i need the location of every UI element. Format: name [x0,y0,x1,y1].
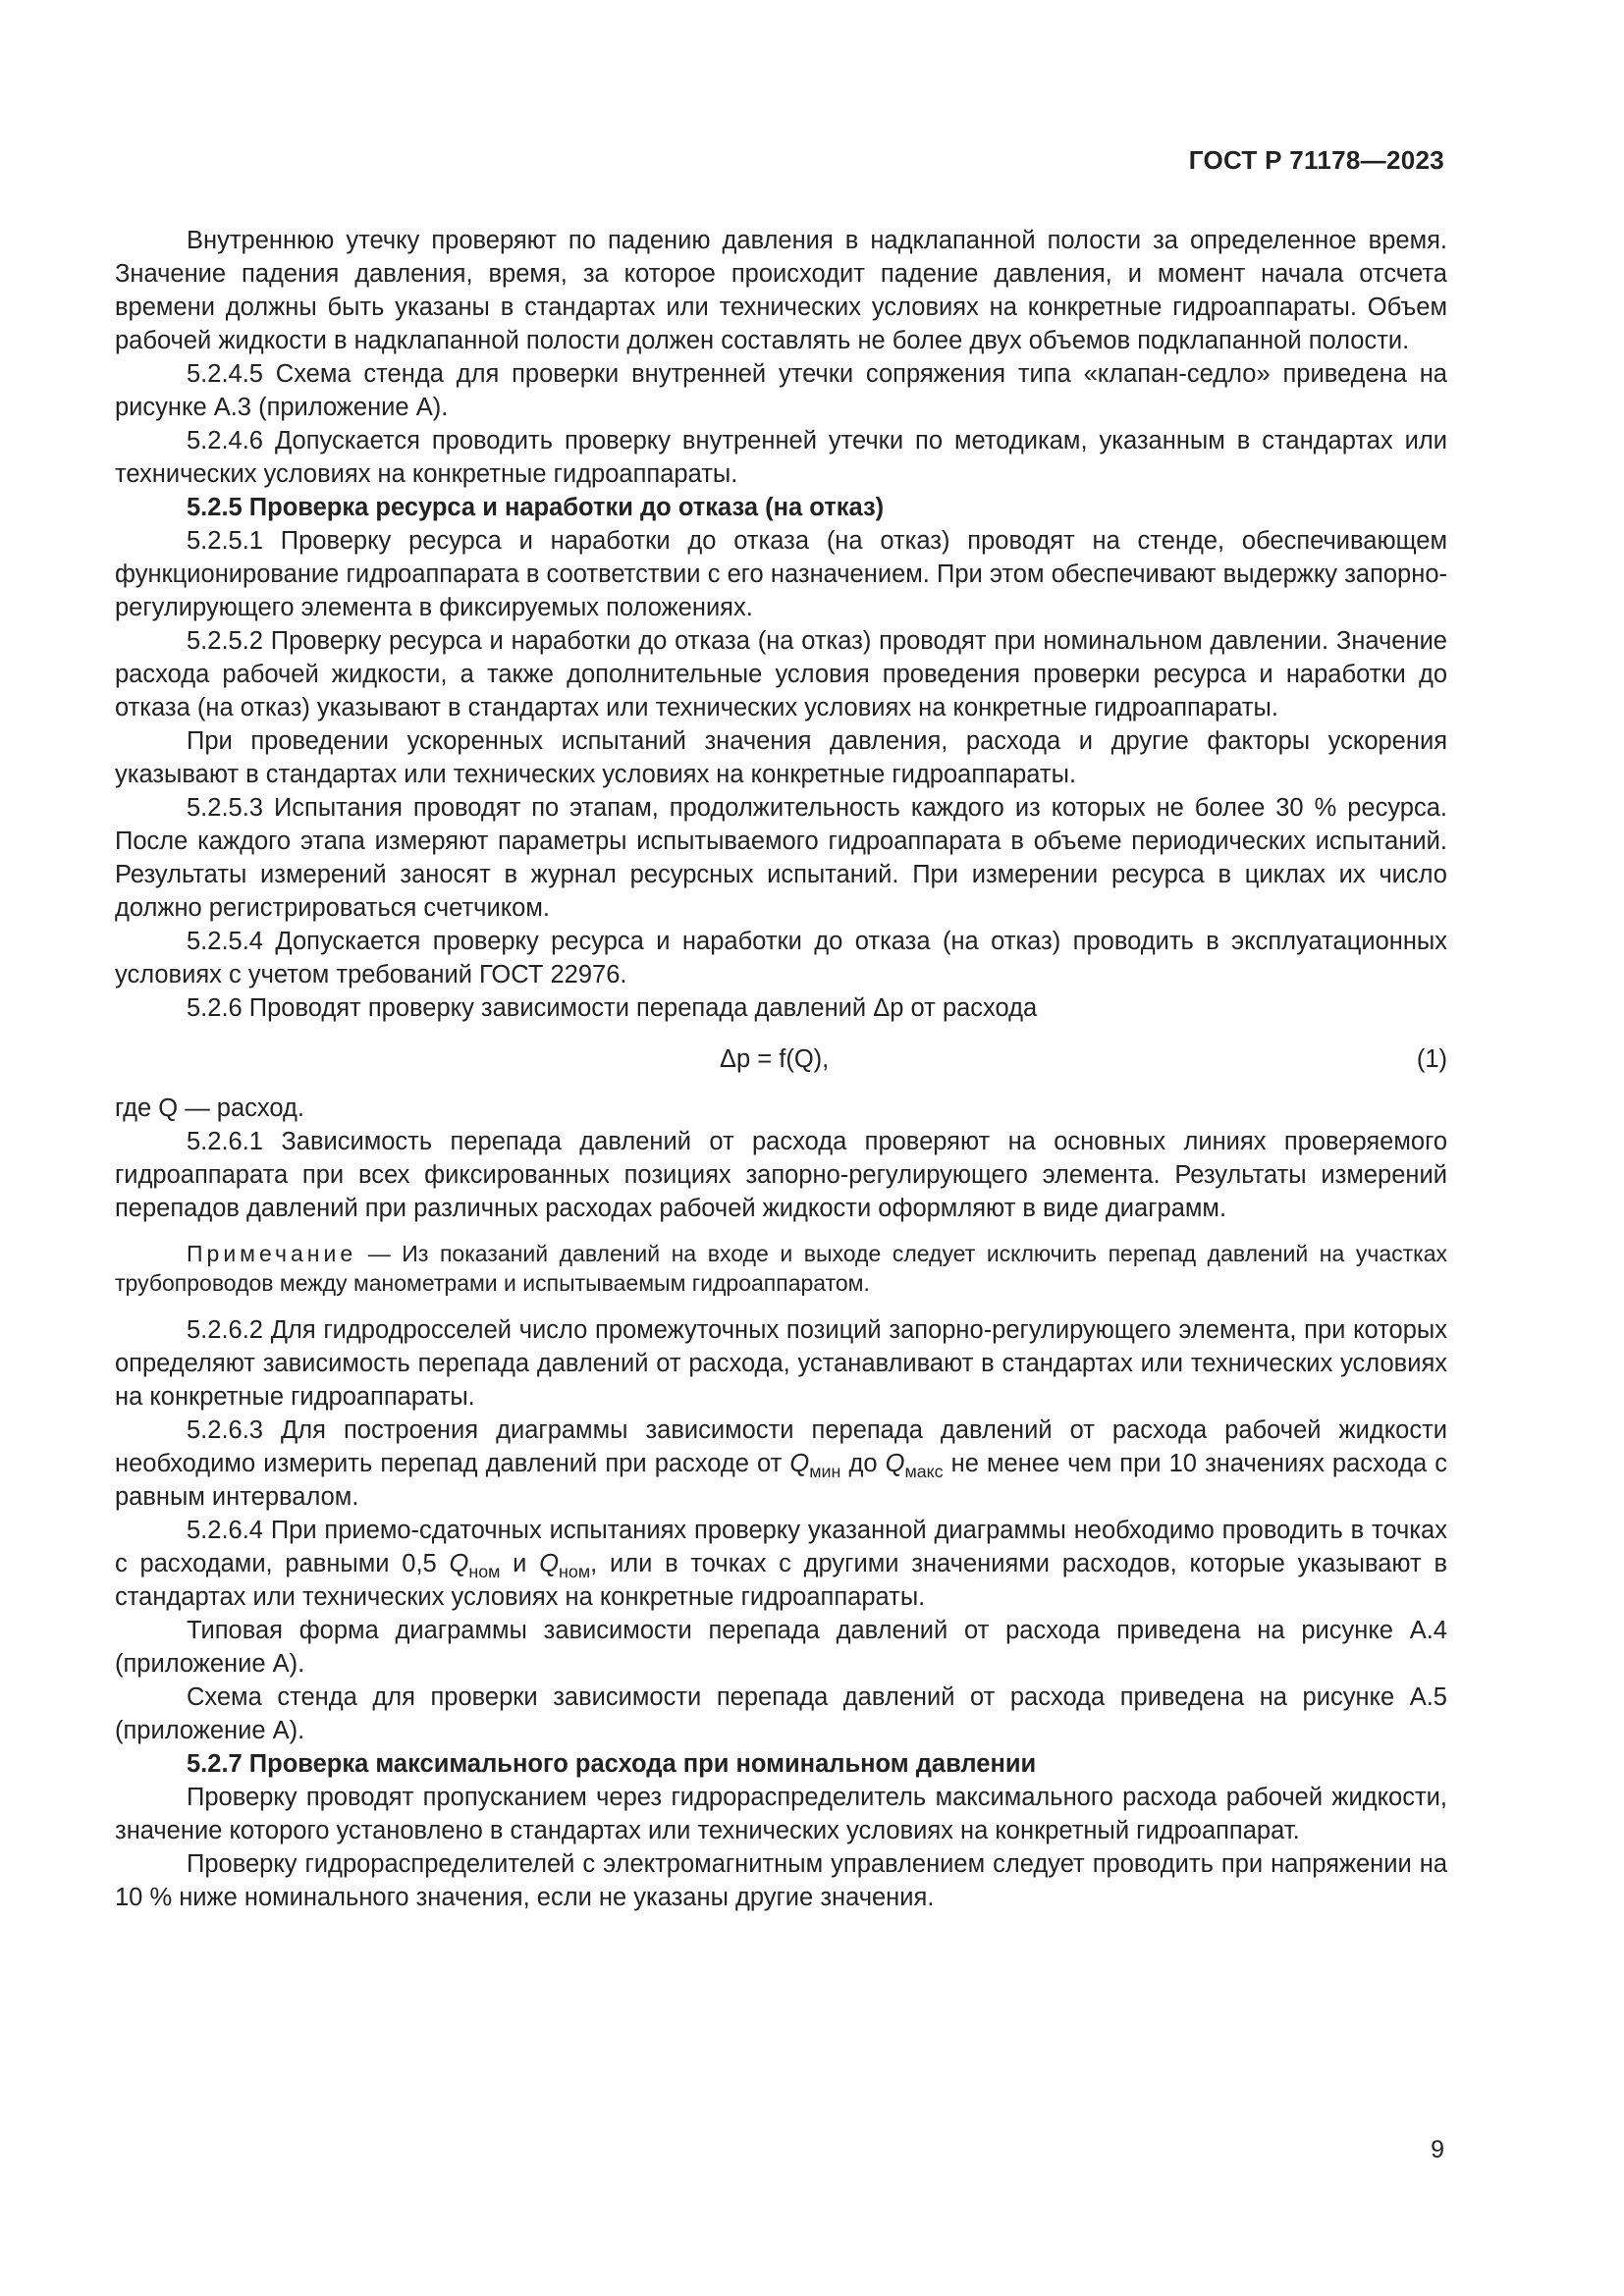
paragraph-5-2-5-2: 5.2.5.2 Проверку ресурса и наработки до отказа (на отказ) проводят при номинальном давлении. Значение расхода рабочей жидкости, а также дополнительные условия проведения проверки ресурса и наработки до отказа (на отказ) указывают в стандартах или технических условиях на конкретные гидроаппараты. [115,627,1447,721]
paragraph-5-2-6-1: 5.2.6.1 Зависимость перепада давлений от расхода проверяют на основных линиях проверяемого гидроаппарата при всех фиксированных позициях запорно-регулирующего элемента. Результаты измерений перепадов давлений при различных расходах рабочей жидкости оформляют в виде диаграмм. [115,1128,1447,1222]
document-body [115,224,1447,1914]
paragraph-5-2-5-4: 5.2.5.4 Допускается проверку ресурса и наработки до отказа (на отказ) проводить в эксплуатационных условиях с учетом требований ГОСТ 22976. [115,928,1447,988]
formula-expression: Δp = f(Q), [720,1045,830,1073]
paragraph-5-2-5-1: 5.2.5.1 Проверку ресурса и наработки до отказа (на отказ) проводят на стенде, обеспечивающем функционирование гидроаппарата в соответствии с его назначением. При этом обеспечивают выдержку запорно-регулирующего элемента в фиксируемых положениях. [115,527,1447,621]
paragraph-internal-leak: Внутреннюю утечку проверяют по падению давления в надклапанной полости за определенное время. Значение падения давления, время, за которое происходит падение давления, и момент начала отсчета времени должны быть указаны в стандартах или технических условиях на конкретные гидроаппараты. Объем рабочей жидкости в надклапанной полости должен составлять не более двух объемов подклапанной полости. [115,227,1447,354]
formula-1 [115,1029,1447,1090]
paragraph-figure-a4: Типовая форма диаграммы зависимости перепада давлений от расхода приведена на рисунке А.4 (приложение А). [115,1617,1447,1678]
page-number: 9 [1431,2136,1444,2163]
paragraph-accelerated-tests: При проведении ускоренных испытаний значения давления, расхода и другие факторы ускорения указывают в стандартах или технических условиях на конкретные гидроаппараты. [115,727,1447,788]
paragraph-5-2-4-6: 5.2.4.6 Допускается проводить проверку внутренней утечки по методикам, указанным в стандартах или технических условиях на конкретные гидроаппараты. [115,427,1447,488]
paragraph-5-2-6: 5.2.6 Проводят проверку зависимости перепада давлений Δp от расхода [187,994,1038,1022]
paragraph-max-flow-check: Проверку проводят пропусканием через гидрораспределитель максимального расхода рабочей жидкости, значение которого установлено в стандартах или технических условиях на конкретный гидроаппарат. [115,1784,1447,1844]
paragraph-5-2-4-5: 5.2.4.5 Схема стенда для проверки внутренней утечки сопряжения типа «клапан-седло» приведена на рисунке А.3 (приложение А). [115,360,1447,421]
note-label: Примечание [187,1241,357,1266]
section-heading-5-2-7: 5.2.7 Проверка максимального расхода при номинальном давлении [187,1750,1037,1778]
paragraph-electromagnetic-control: Проверку гидрораспределителей с электромагнитным управлением следует проводить при напряжении на 10 % ниже номинального значения, если не указаны другие значения. [115,1850,1447,1911]
note-text: — Из показаний давлений на входе и выходе следует исключить перепад давлений на участках трубопроводов между манометрами и испытываемым гидроаппаратом. [115,1241,1447,1296]
section-heading-5-2-5: 5.2.5 Проверка ресурса и наработки до отказа (на отказ) [187,494,885,521]
paragraph-figure-a5: Схема стенда для проверки зависимости перепада давлений от расхода приведена на рисунке А.5 (приложение А). [115,1683,1447,1744]
paragraph-5-2-5-3: 5.2.5.3 Испытания проводят по этапам, продолжительность каждого из которых не более 30 % ресурса. После каждого этапа измеряют параметры испытываемого гидроаппарата в объеме периодических испытаний. Результаты измерений заносят в журнал ресурсных испытаний. При измерении ресурса в циклах их число должно регистрироваться счетчиком. [115,794,1447,922]
paragraph-5-2-6-4: 5.2.6.4 При приемо-сдаточных испытаниях проверку указанной диаграммы необходимо проводить в точках с расходами, равными 0,5 $Q_{ном}$ и $Q_{ном}$, или в точках с другими значениями расходов, которые указывают в стандартах или технических условиях на конкретные гидроаппараты. [115,1517,1447,1611]
paragraph-5-2-6-3: 5.2.6.3 Для построения диаграммы зависимости перепада давлений от расхода рабочей жидкости необходимо измерить перепад давлений при расходе от $Q_{мин}$ до $Q_{макс}$ не менее чем при 10 значениях расхода с равным интервалом. [115,1416,1447,1511]
note [115,1239,1447,1298]
formula-definition: где Q — расход. [115,1095,304,1122]
paragraph-5-2-6-2: 5.2.6.2 Для гидродросселей число промежуточных позиций запорно-регулирующего элемента, при которых определяют зависимость перепада давлений от расхода, устанавливают в стандартах или технических условиях на конкретные гидроаппараты. [115,1316,1447,1411]
standard-code: ГОСТ Р 71178—2023 [1188,145,1444,175]
formula-number: (1) [1416,1045,1447,1073]
